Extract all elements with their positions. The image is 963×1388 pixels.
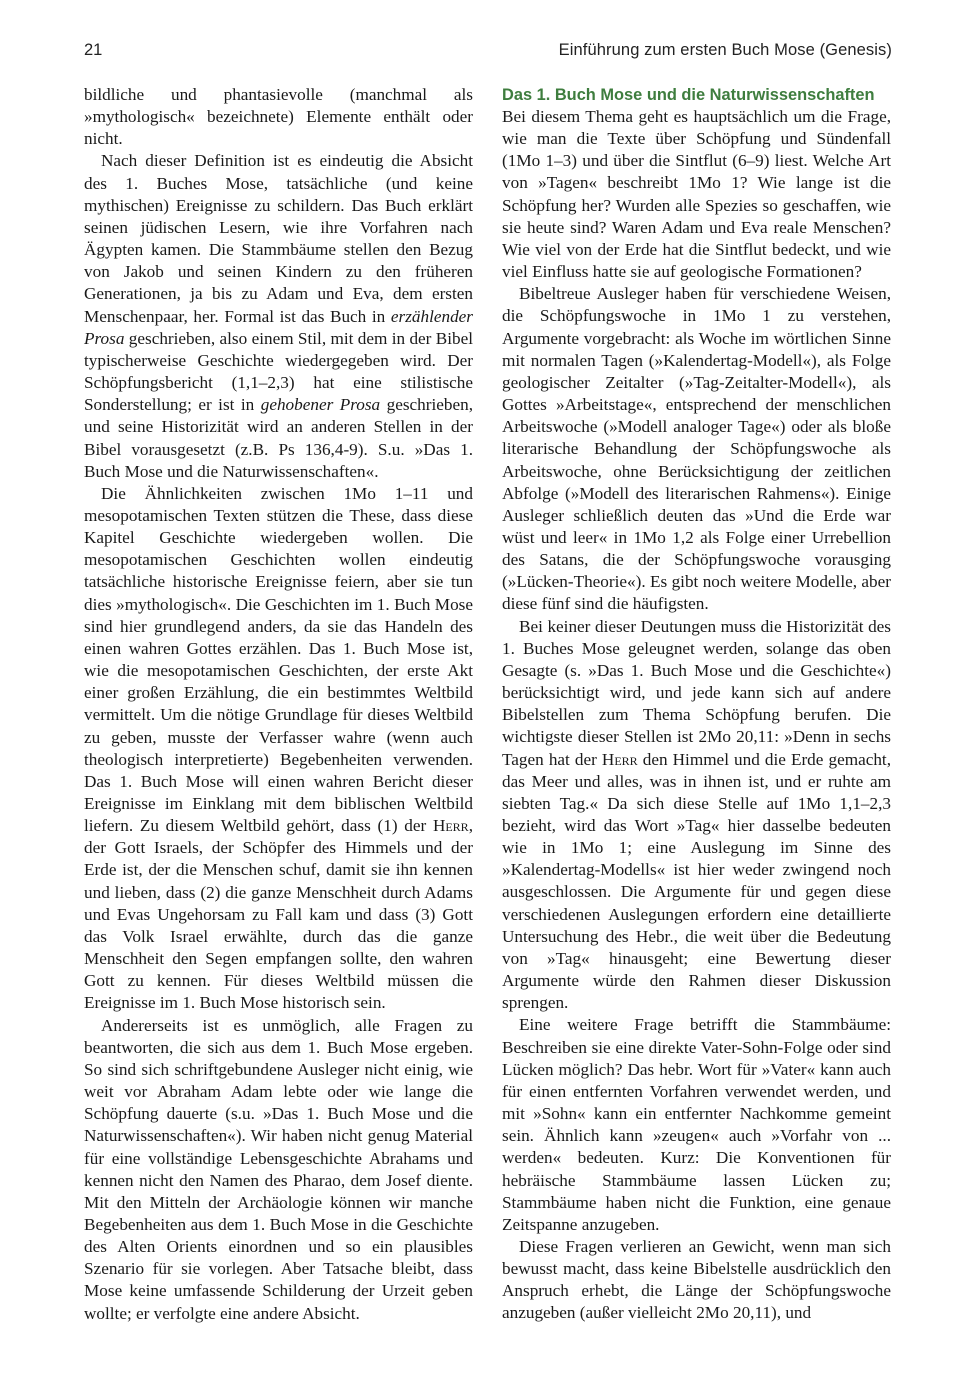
emphasis: erzählender Prosa — [84, 306, 473, 348]
page-header — [84, 41, 892, 67]
paragraph — [502, 616, 891, 1015]
paragraph: Andererseits ist es unmöglich, alle Fragen zu beantworten, die sich aus dem 1. Buch Mose ergeben. So sind sich schriftgebundene Ausleger nicht einig, wie weit vor Abraham Adam lebte oder wie lange die Schöpfung dauerte (s.u. »Das 1. Buch Mose und die Naturwissenschaften«). Wir haben nicht genug Material für eine vollständige Lebensgeschichte Abrahams und kennen nicht den Namen des Pharao, dem Josef diente. Mit den Mitteln der Archäologie können wir manche Begebenheiten aus dem 1. Buch Mose in die Geschichte des Alten Orients einordnen und so ein plausibles Szenario für sie vorlegen. Aber Tatsache bleibt, dass Mose keine umfassende Schilderung der Urzeit geben wollte; er verfolgte eine andere Absicht. — [84, 1015, 473, 1323]
left-column — [84, 84, 473, 1325]
text-run: geschrieben, und seine Historizität wird an anderen Stellen in der Bibel vorausgesetzt (z.B. Ps 136,4-9). S.u. »Das 1. Buch Mose und die Naturwissenschaften«. — [84, 395, 473, 481]
paragraph: Diese Fragen verlieren an Gewicht, wenn man sich bewusst macht, dass keine Bibelstelle ausdrücklich den Anspruch erhebt, die Länge der Schöpfungswoche anzugeben (außer vielleicht 2Mo 20,11), und — [502, 1236, 891, 1323]
paragraph: Bei diesem Thema geht es hauptsächlich um die Frage, wie man die Texte über Schöpfung und Sündenfall (1Mo 1–3) und über die Sintflut (6–9) liest. Welche Art von »Tagen« beschreibt 1Mo 1? Wie lange ist die Schöpfung her? Wurden alle Spezies so geschaffen, wie sie heute sind? Waren Adam und Eva reale Menschen? Wie viel von der Erde hat die Sintflut bedeckt, und wie viel Einfluss hatte sie auf geologische Formationen? — [502, 107, 891, 282]
paragraph — [84, 150, 473, 482]
text-run: geschrieben, also einem Stil, mit dem in der Bibel typischerweise Geschichte wiedergegeben wird. Der Schöpfungsbericht (1,1–2,3) hat eine stilistische Sonderstellung; er ist in — [84, 328, 473, 415]
paragraph: Eine weitere Frage betrifft die Stammbäume: Beschreiben sie eine direkte Vater-Sohn-Folge oder sind Lücken möglich? Das hebr. Wort für »Vater« kann auch für einen entfernten Vorfahren verwendet werden, und mit »Sohn« kann ein entfernter Nachkomme gemeint sein. Ähnlich kann »zeugen« auch »Vorfahr von ... werden« bedeuten. Kurz: Die Konventionen für hebräische Stammbäume lassen Lücken zu; Stammbäume haben nicht die Funktion, eine genaue Zeitspanne anzugeben. — [502, 1015, 891, 1234]
text-run: Bei keiner dieser Deutungen muss die Historizität des 1. Buches Mose geleugnet werden, solange das oben Gesagte (s. »Das 1. Buch Mose und die Geschichte«) berücksichtigt wird, und jede kann sich auf andere Bibelstellen zum Thema Schöpfung berufen. Die wichtigste dieser Stellen ist 2Mo 20,11: »Denn in sechs Tagen hat der — [502, 616, 891, 769]
page-number: 21 — [84, 41, 103, 59]
right-column — [502, 84, 891, 1325]
divine-name: Herr — [601, 749, 638, 769]
emphasis: gehobener Prosa — [260, 395, 381, 415]
divine-name: Herr — [432, 816, 469, 836]
text-run: den Himmel und die Erde gemacht, das Meer und alles, was in ihnen ist, und er ruhte am siebten Tag.« Da sich diese Stelle auf 1Mo 1,1–2,3 bezieht, wird das Wort »Tag« hier dasselbe bedeuten wie in 1Mo 1; eine Auslegung im Sinne des »Kalendertag-Modells« ist hier weder zwingend noch ausgeschlossen. Die Argumente für und gegen diese verschiedenen Auslegungen erfordern eine detaillierte Untersuchung des Hebr., die weit über die Bedeutung von »Tag« hinausgeht; eine Bewertung dieser Argumente würde den Rahmen dieser Diskussion sprengen. — [502, 749, 891, 1013]
paragraph: Bibeltreue Ausleger haben für verschiedene Weisen, die Schöpfungswoche in 1Mo 1 zu verstehen, Argumente vorgebracht: als Woche im wörtlichen Sinne mit normalen Tagen (»Kalendertag-Modell«), als Folge geologischer Zeitalter (»Tag-Zeitalter-Modell«), als Gottes »Arbeitstage«, entsprechend der menschlichen Arbeitswoche (»Modell analoger Tage«) oder als bloße literarische Behandlung der Schöpfungswoche als Arbeitswoche, ohne Berücksichtigung der zeitlichen Abfolge (»Modell des literarischen Rahmens«). Einige Ausleger schließlich deuten das »Und die Erde war wüst und leer« in 1Mo 1,2 als Folge einer Urrebellion des Satans, die der Schöpfungswoche vorausging (»Lücken-Theorie«). Es gibt noch weitere Modelle, aber diese fünf sind die häufigsten. — [502, 284, 891, 614]
paragraph: bildliche und phantasievolle (manchmal als »mythologisch« bezeichnete) Elemente enthält oder nicht. — [84, 85, 473, 149]
text-run: Die Ähnlichkeiten zwischen 1Mo 1–11 und mesopotamischen Texten stützen die These, dass diese Kapitel Geschichte wiedergeben wollen. Die mesopotamischen Geschichten wollen eindeutig tatsächliche historische Ereignisse feiern, aber sie tun dies »mythologisch«. Die Geschichten im 1. Buch Mose sind hier grundlegend anders, da sie das Handeln des einen wahren Gottes erzählen. Das 1. Buch Mose ist, wie die mesopotamischen Geschichten, der erste Akt einer großen Erzählung, die ein bestimmtes Weltbild vermittelt. Um die nötige Grundlage für dieses Weltbild zu geben, musste der Verfasser wahre (wenn auch theologisch interpretierte) Begebenheiten verwenden. Das 1. Buch Mose will einen wahren Bericht dieser Ereignisse im Einklang mit dem biblischen Weltbild liefern. Zu diesem Weltbild gehört, dass (1) der — [84, 483, 473, 836]
running-title: Einführung zum ersten Buch Mose (Genesis) — [558, 41, 892, 59]
text-run: Nach dieser Definition ist es eindeutig die Absicht des 1. Buches Mose, tatsächliche (und keine mythischen) Ereignisse zu schildern. Das Buch erklärt seinen jüdischen Lesern, wie ihre Vorfahren nach Ägypten kamen. Die Stammbäume stellen den Bezug von Jakob und seinen Kindern zu den früheren Generationen, ja bis zu Adam und Eva, dem ersten Menschenpaar, her. Formal ist das Buch in — [84, 151, 473, 326]
paragraph — [84, 483, 473, 1015]
text-run: , der Gott Israels, der Schöpfer des Himmels und der Erde ist, der die Menschen schuf, damit sie ihn kennen und lieben, dass (2) die ganze Menschheit durch Adams und Evas Ungehorsam zu Fall kam und dass (3) Gott das Volk Israel erwählte, durch das die ganze Menschheit den Segen empfangen sollte, den wahren Gott zu kennen. Für dieses Weltbild müssen die Ereignisse im 1. Buch Mose historisch sein. — [84, 816, 473, 1013]
section-heading: Das 1. Buch Mose und die Naturwissenschaften — [502, 86, 875, 104]
